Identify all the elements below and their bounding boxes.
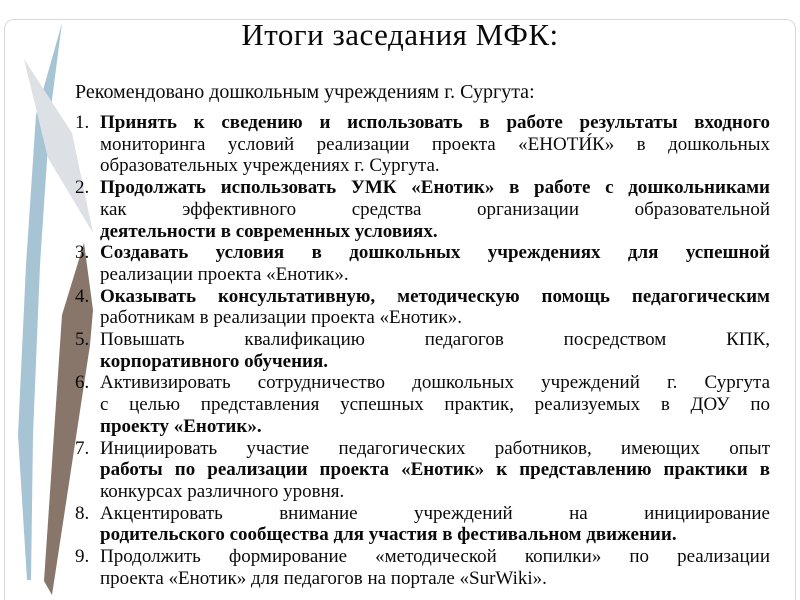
item-text: [100, 329, 770, 372]
slide-title: Итоги заседания МФК:: [241, 17, 559, 52]
list-item: [75, 438, 770, 503]
list-item: [75, 112, 770, 177]
item-text: [100, 438, 770, 503]
item-line: конкурсах различного уровня.: [100, 480, 345, 502]
item-number: 2.: [75, 177, 90, 199]
item-line: Повышать квалификацию педагогов посредством КПК,: [100, 329, 770, 351]
item-number: 5.: [75, 329, 90, 351]
list-item: [75, 242, 770, 285]
item-number: 4.: [75, 285, 90, 307]
item-text: [100, 112, 770, 177]
list-item: [75, 546, 770, 589]
item-number: 3.: [75, 242, 90, 264]
intro-text: Рекомендовано дошкольным учреждениям г. Сургута:: [75, 81, 535, 103]
item-line: как эффективного средства организации образовательной: [100, 198, 770, 220]
item-number: 1.: [75, 112, 90, 133]
item-line: работы по реализации проекта «Енотик» к представлению практики в: [100, 459, 770, 481]
item-line: родительского сообщества для участия в фестивальном движении.: [100, 524, 677, 546]
item-line: Акцентировать внимание учреждений на инициирование: [100, 502, 770, 524]
item-line: Инициировать участие педагогических работников, имеющих опыт: [100, 437, 770, 459]
item-line: проекта «Енотик» для педагогов на портале «SurWiki».: [100, 567, 547, 589]
item-line: Активизировать сотрудничество дошкольных учреждений г. Сургута: [100, 372, 770, 394]
item-line: Продолжать использовать УМК «Енотик» в работе с дошкольниками: [100, 177, 770, 199]
agenda-list: [75, 112, 770, 589]
item-line: работникам в реализации проекта «Енотик».: [100, 307, 462, 329]
item-line: проекту «Енотик».: [100, 415, 262, 437]
item-text: [100, 242, 770, 285]
item-text: [100, 286, 770, 329]
item-line: корпоративного обучения.: [100, 350, 329, 372]
list-item: [75, 503, 770, 546]
presentation-slide: [0, 15, 800, 600]
item-number: 9.: [75, 546, 90, 568]
item-line: Продолжить формирование «методической копилки» по реализации: [100, 546, 770, 568]
item-line: с целью представления успешных практик, реализуемых в ДОУ по: [100, 394, 770, 416]
item-number: 8.: [75, 502, 90, 524]
item-number: 7.: [75, 437, 90, 459]
list-item: [75, 286, 770, 329]
item-line: Создавать условия в дошкольных учреждениях для успешной: [100, 242, 770, 264]
item-line: реализации проекта «Енотик».: [100, 263, 349, 285]
list-item: [75, 177, 770, 242]
item-line: Принять к сведению и использовать в работе результаты входного: [100, 112, 770, 133]
list-item: [75, 372, 770, 437]
item-line: деятельности в современных условиях.: [100, 220, 438, 242]
item-line: Оказывать консультативную, методическую помощь педагогическим: [100, 285, 770, 307]
item-number: 6.: [75, 372, 90, 394]
item-text: [100, 503, 770, 546]
item-line: мониторинга условий реализации проекта «ЕНОТИ́К» в дошкольных: [100, 133, 770, 155]
item-text: [100, 177, 770, 242]
item-text: [100, 372, 770, 437]
list-item: [75, 329, 770, 372]
item-text: [100, 546, 770, 589]
item-line: образовательных учреждениях г. Сургута.: [100, 155, 440, 177]
